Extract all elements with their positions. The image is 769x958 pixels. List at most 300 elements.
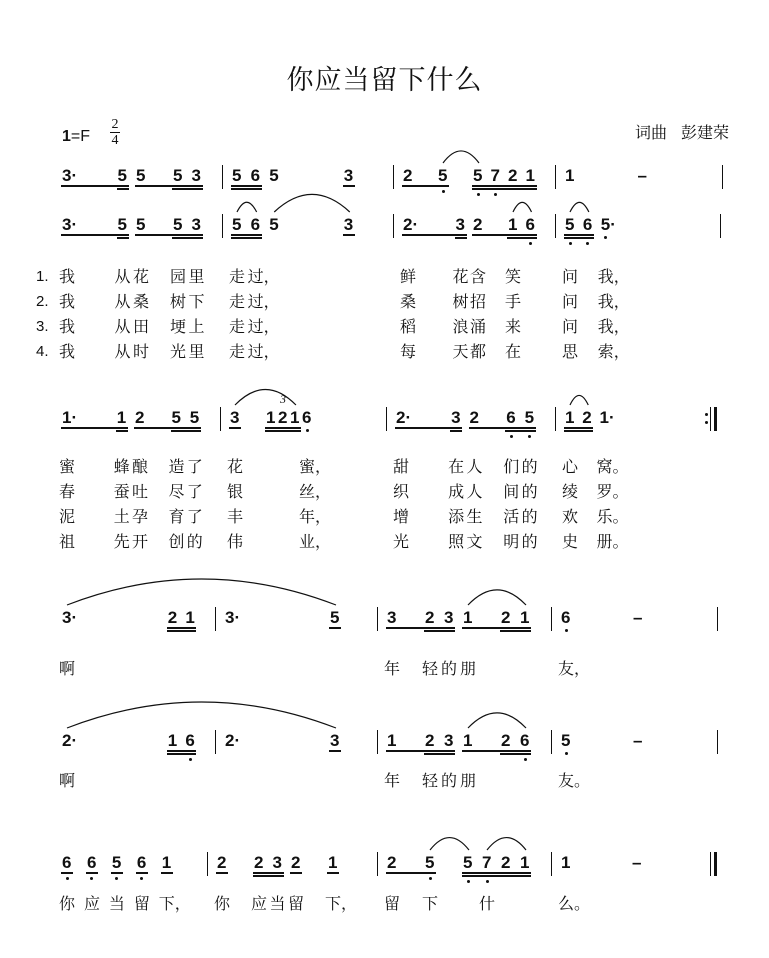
barline [722, 165, 723, 189]
note: 5 [171, 408, 181, 427]
lyric-syllable: 园 [170, 267, 187, 286]
low-octave-dot [189, 758, 192, 761]
lyric-syllable: 了 [186, 482, 203, 501]
note: 5 [189, 408, 200, 427]
underline [171, 430, 201, 432]
note: 3 [387, 608, 397, 627]
note: 1 [185, 608, 195, 627]
note: 5 [565, 215, 575, 234]
underline [265, 430, 301, 432]
underline [505, 430, 535, 432]
lyric-syllable: 甜 [393, 457, 410, 476]
underline [424, 753, 455, 755]
note: 2· [403, 215, 419, 234]
lyric-syllable: 每 [400, 342, 417, 361]
note: 2 [469, 408, 479, 427]
lyric-syllable: 花 [227, 457, 244, 476]
lyric-syllable: 应 [251, 894, 268, 913]
underline [231, 237, 262, 239]
note: 5 [269, 215, 279, 234]
lyric-syllable: 祖 [59, 532, 76, 551]
low-octave-dot [565, 752, 568, 755]
lyric-syllable: 了 [186, 507, 203, 526]
barline [555, 407, 556, 431]
underline [472, 234, 537, 236]
note: 2 [501, 731, 511, 750]
low-octave-dot [524, 758, 527, 761]
note: 2 [167, 608, 178, 627]
barline [207, 852, 208, 876]
verse-number: 3. [36, 318, 49, 335]
note: 6 [520, 731, 530, 750]
underline [507, 237, 537, 239]
underline [117, 188, 129, 190]
lyric-syllable: 们 [503, 457, 520, 476]
lyric-syllable: 添 [448, 507, 465, 526]
lyric-syllable: 里 [188, 342, 205, 361]
lyric-syllable: 银 [227, 482, 244, 501]
note: 1 [463, 608, 473, 627]
note: 5 [463, 853, 473, 872]
lyric-syllable: 光 [393, 532, 410, 551]
lyric-syllable: 上 [188, 317, 205, 336]
lyric-syllable: 蜜 [59, 457, 76, 476]
underline [117, 237, 129, 239]
note: 5 [232, 215, 242, 234]
lyric-syllable: 啊 [59, 659, 76, 678]
slur [487, 838, 526, 850]
underline [564, 234, 594, 236]
lyric-syllable: 的 [186, 532, 203, 551]
barline [555, 165, 556, 189]
note: 3 [343, 215, 354, 234]
meter-top: 2 [111, 117, 119, 132]
note: 2 [291, 853, 301, 872]
lyric-syllable: 田 [133, 317, 150, 336]
note: 6 [525, 215, 535, 234]
lyric-syllable: 啊 [59, 771, 76, 790]
barline [720, 214, 721, 238]
note: 5 [117, 166, 127, 185]
underline [462, 872, 531, 874]
underline [216, 872, 228, 874]
note: 6 [250, 166, 261, 185]
lyric-syllable: 时 [133, 342, 150, 361]
note: 6 [302, 408, 312, 427]
note: 6 [62, 853, 72, 872]
underline [402, 234, 467, 236]
underline [343, 234, 355, 236]
lyric-syllable: 蜂 [113, 457, 130, 476]
low-octave-dot [510, 435, 513, 438]
underline [61, 185, 129, 187]
lyric-syllable: 丝， [299, 482, 332, 501]
note: 5 [173, 166, 183, 185]
note: 5 [438, 166, 448, 185]
note: 2 [254, 853, 264, 872]
note: 1 [508, 215, 518, 234]
note: 2· [396, 408, 412, 427]
note: 5 [111, 853, 122, 872]
barline [555, 214, 556, 238]
lyric-syllable: 友。 [558, 771, 591, 790]
note: 3 [230, 408, 240, 427]
lyric-syllable: 留 [288, 894, 305, 913]
lyric-syllable: 过， [247, 267, 280, 286]
barline [386, 407, 387, 431]
slur [468, 590, 526, 605]
note: 2 [425, 731, 435, 750]
note: 1 [463, 731, 473, 750]
lyric-syllable: 桑 [400, 292, 417, 311]
lyric-syllable: 照 [448, 532, 465, 551]
underline [172, 188, 203, 190]
underline [500, 753, 531, 755]
slur [67, 579, 336, 605]
note: 6 [506, 408, 516, 427]
lyric-syllable: 吐 [132, 482, 149, 501]
underline [172, 237, 203, 239]
slur [430, 838, 469, 850]
lyric-syllable: 文 [466, 532, 483, 551]
note: 2 [582, 408, 592, 427]
barline [220, 407, 221, 431]
note: 1 [525, 166, 535, 185]
note: 3 [455, 215, 465, 234]
repeat-dot [705, 421, 708, 424]
lyric-syllable: 尽 [168, 482, 185, 501]
slur [67, 702, 336, 728]
note: 1 [565, 166, 575, 185]
lyric-syllable: 春 [59, 482, 76, 501]
note: 1 [561, 853, 571, 872]
lyric-syllable: 树 [170, 292, 187, 311]
note: 2 [387, 853, 397, 872]
note: 6 [86, 853, 97, 872]
lyric-syllable: 浪 [452, 317, 469, 336]
note: 1 [565, 408, 575, 427]
barline [717, 607, 718, 631]
lyric-syllable: 我 [59, 267, 76, 286]
underline [564, 427, 593, 429]
underline [450, 430, 462, 432]
lyric-syllable: 过， [247, 292, 280, 311]
slur [570, 202, 589, 212]
lyric-syllable: 先 [113, 532, 130, 551]
lyric-syllable: 我， [597, 292, 630, 311]
note: 5 [232, 166, 242, 185]
low-octave-dot [569, 242, 572, 245]
underline [290, 872, 302, 874]
lyric-syllable: 来 [505, 317, 522, 336]
lyric-syllable: 人 [466, 457, 483, 476]
note: 3· [62, 608, 78, 627]
lyric-syllable: 朋 [460, 659, 477, 678]
lyric-syllable: 我 [59, 317, 76, 336]
lyric-syllable: 当 [108, 894, 125, 913]
lyric-syllable: 蜜， [299, 457, 332, 476]
note: 1 [161, 853, 172, 872]
note: 1 [116, 408, 127, 427]
lyric-syllable: 花 [133, 267, 150, 286]
lyric-syllable: 桑 [133, 292, 150, 311]
thick-barline [714, 852, 717, 876]
lyric-syllable: 留 [133, 894, 150, 913]
lyric-syllable: 乐。 [596, 507, 629, 526]
lyric-syllable: 稻 [400, 317, 417, 336]
repeat-dot [705, 413, 708, 416]
low-octave-dot [429, 877, 432, 880]
note: 6 [136, 853, 147, 872]
underline [386, 872, 436, 874]
underline [329, 750, 341, 752]
dash-extension: – [633, 731, 643, 750]
note: 3 [444, 731, 454, 750]
barline [393, 214, 394, 238]
lyric-syllable: 年， [299, 507, 332, 526]
note: 2 [501, 608, 511, 627]
lyric-syllable: 我 [59, 292, 76, 311]
note: 5 [561, 731, 571, 750]
note: 2 [278, 408, 288, 427]
verse-number: 1. [36, 268, 49, 285]
lyric-syllable: 的 [441, 659, 458, 678]
lyric-syllable: 友， [558, 659, 591, 678]
lyric-syllable: 我， [597, 317, 630, 336]
lyric-syllable: 年 [384, 659, 401, 678]
lyric-syllable: 开 [132, 532, 149, 551]
barline [377, 607, 378, 631]
note: 3· [62, 166, 78, 185]
lyric-syllable: 土 [113, 507, 130, 526]
underline [135, 234, 203, 236]
note: 5 [330, 608, 340, 627]
lyric-syllable: 走 [229, 342, 246, 361]
lyric-syllable: 树 [452, 292, 469, 311]
note: 5 [524, 408, 535, 427]
lyric-syllable: 的 [521, 507, 538, 526]
lyric-syllable: 应 [83, 894, 100, 913]
lyric-syllable: 在 [505, 342, 522, 361]
lyric-syllable: 走 [229, 267, 246, 286]
underline [167, 750, 197, 752]
lyric-syllable: 问 [562, 267, 579, 286]
underline [86, 872, 98, 874]
note: 5 [473, 166, 483, 185]
slur [468, 713, 526, 728]
barline [551, 852, 552, 876]
underline [231, 185, 262, 187]
slur [513, 202, 532, 212]
barline [551, 607, 552, 631]
lyric-syllable: 间 [503, 482, 520, 501]
underline [134, 427, 201, 429]
low-octave-dot [477, 193, 480, 196]
lyric-syllable: 么。 [558, 894, 591, 913]
lyric-syllable: 光 [170, 342, 187, 361]
lyric-syllable: 育 [168, 507, 185, 526]
lyric-syllable: 下 [188, 292, 205, 311]
lyric-syllable: 从 [114, 342, 131, 361]
lyric-syllable: 了 [186, 457, 203, 476]
note: 1 [387, 731, 397, 750]
underline [167, 753, 197, 755]
barline [377, 852, 378, 876]
lyric-syllable: 增 [393, 507, 410, 526]
lyric-syllable: 织 [393, 482, 410, 501]
note: 3· [225, 608, 241, 627]
credit-label: 词曲 [634, 123, 667, 142]
key-tonic: 1 [62, 128, 71, 145]
underline [167, 630, 197, 632]
note: 1 [289, 408, 300, 427]
barline [717, 730, 718, 754]
note: 3 [191, 215, 201, 234]
barline [710, 407, 711, 431]
note: 1 [520, 608, 530, 627]
lyric-syllable: 史 [562, 532, 579, 551]
underline [111, 872, 123, 874]
lyric-syllable: 生 [466, 507, 483, 526]
slur [235, 389, 296, 405]
lyric-syllable: 轻 [422, 771, 439, 790]
lyric-syllable: 丰 [227, 507, 244, 526]
note: 3 [451, 408, 461, 427]
low-octave-dot [442, 190, 445, 193]
credit-author: 彭建荣 [680, 123, 729, 142]
low-octave-dot [529, 242, 532, 245]
lyric-syllable: 业， [299, 532, 332, 551]
underline [462, 627, 531, 629]
note: 2· [62, 731, 78, 750]
note: 5 [425, 853, 435, 872]
lyric-syllable: 绫 [562, 482, 579, 501]
lyric-syllable: 造 [168, 457, 185, 476]
lyric-syllable: 心 [562, 457, 579, 476]
meter-bottom: 4 [111, 133, 119, 148]
slur [570, 395, 588, 405]
lyric-syllable: 涌 [470, 317, 487, 336]
note: 3 [330, 731, 340, 750]
dash-extension: – [632, 853, 642, 872]
underline [564, 237, 594, 239]
underline [343, 185, 355, 187]
note: 5 [136, 215, 146, 234]
note: 1· [62, 408, 78, 427]
note: 3 [444, 608, 454, 627]
lyric-syllable: 泥 [59, 507, 76, 526]
lyric-syllable: 走 [229, 292, 246, 311]
underline [386, 627, 455, 629]
lyric-syllable: 下， [158, 894, 191, 913]
lyric-syllable: 孕 [132, 507, 149, 526]
barline [222, 214, 223, 238]
lyric-syllable: 里 [188, 267, 205, 286]
note: 6 [250, 215, 261, 234]
note: 5· [600, 215, 616, 234]
lyric-syllable: 下， [325, 894, 358, 913]
lyric-syllable: 朋 [460, 771, 477, 790]
note: 2 [403, 166, 413, 185]
slur [237, 202, 257, 212]
lyric-syllable: 明 [503, 532, 520, 551]
lyric-syllable: 的 [521, 532, 538, 551]
lyric-syllable: 年 [384, 771, 401, 790]
lyric-syllable: 的 [521, 457, 538, 476]
lyric-syllable: 轻 [422, 659, 439, 678]
barline [215, 730, 216, 754]
lyric-syllable: 下 [422, 894, 439, 913]
lyric-syllable: 过， [247, 317, 280, 336]
note: 3 [191, 166, 201, 185]
underline [402, 185, 449, 187]
note: 6 [561, 608, 571, 627]
barline [551, 730, 552, 754]
dash-extension: – [637, 166, 647, 185]
low-octave-dot [66, 877, 69, 880]
note: 1 [167, 731, 178, 750]
underline [135, 185, 203, 187]
underline [564, 430, 593, 432]
thick-barline [714, 407, 717, 431]
lyric-syllable: 从 [114, 267, 131, 286]
lyric-syllable: 什 [479, 894, 496, 913]
underline [386, 750, 455, 752]
lyric-syllable: 人 [466, 482, 483, 501]
note: 2 [425, 608, 435, 627]
underline [469, 427, 536, 429]
underline [231, 234, 262, 236]
lyric-syllable: 的 [521, 482, 538, 501]
lyric-syllable: 思 [562, 342, 579, 361]
lyric-syllable: 问 [562, 317, 579, 336]
lyric-syllable: 成 [448, 482, 465, 501]
barline [393, 165, 394, 189]
underline [395, 427, 462, 429]
lyric-syllable: 你 [59, 894, 76, 913]
underline [329, 627, 341, 629]
lyric-syllable: 招 [470, 292, 487, 311]
note: 5 [117, 215, 127, 234]
note: 6 [582, 215, 593, 234]
underline [265, 427, 301, 429]
lyric-syllable: 从 [114, 292, 131, 311]
lyric-syllable: 欢 [562, 507, 579, 526]
underline [61, 234, 129, 236]
underline [61, 427, 128, 429]
lyric-syllable: 你 [214, 894, 231, 913]
barline [377, 730, 378, 754]
lyric-syllable: 从 [114, 317, 131, 336]
underline [161, 872, 173, 874]
song-title: 你应当留下什么 [286, 65, 483, 96]
lyric-syllable: 册。 [596, 532, 629, 551]
note: 3 [272, 853, 282, 872]
lyric-syllable: 含 [470, 267, 487, 286]
underline [61, 872, 73, 874]
note: 1 [328, 853, 338, 872]
note: 1 [266, 408, 276, 427]
lyric-syllable: 我 [59, 342, 76, 361]
lyric-syllable: 索， [597, 342, 630, 361]
lyric-syllable: 都 [470, 342, 487, 361]
underline [462, 875, 531, 877]
dash-extension: – [633, 608, 643, 627]
key-equals: =F [70, 128, 91, 145]
underline [455, 237, 467, 239]
lyric-syllable: 在 [448, 457, 465, 476]
lyric-syllable: 埂 [170, 317, 187, 336]
